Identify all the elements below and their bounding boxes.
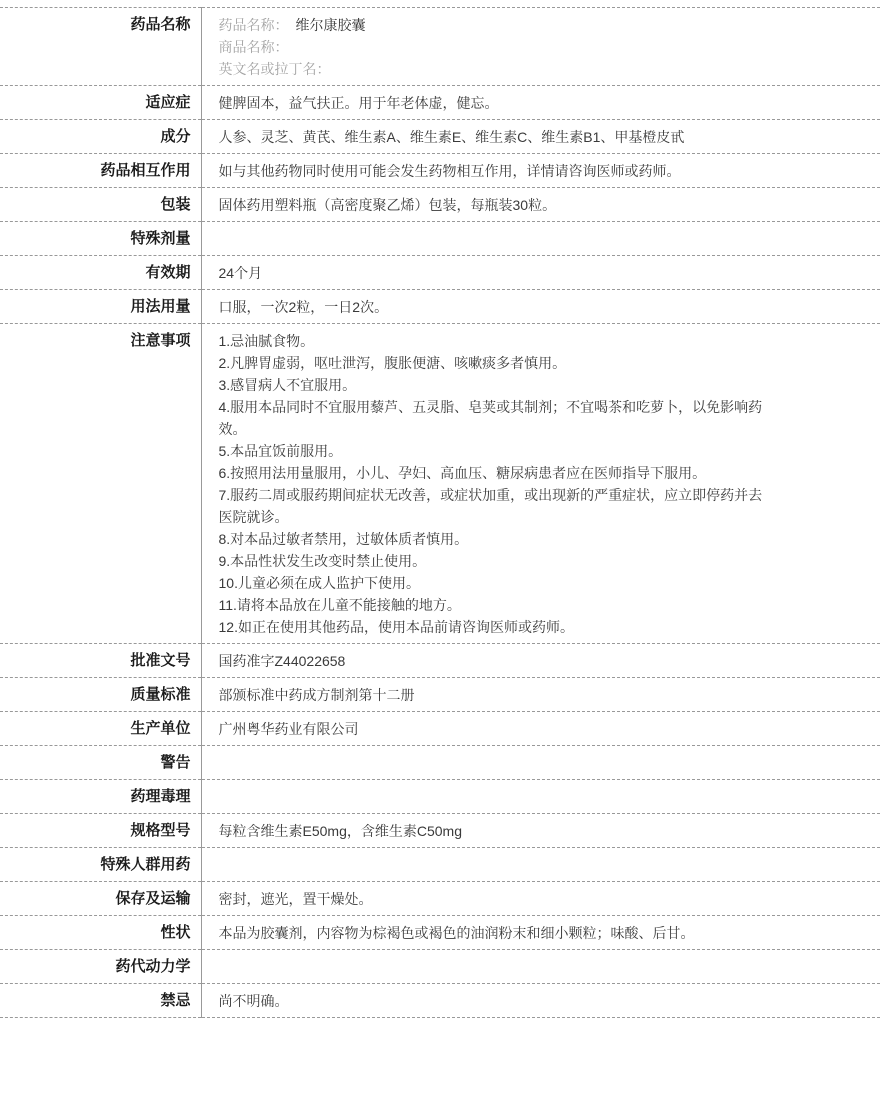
drug-name-sub-line: [219, 36, 871, 58]
field-label: 适应症: [0, 86, 201, 120]
field-label: 包装: [0, 188, 201, 222]
table-row: [0, 746, 880, 780]
field-label: 用法用量: [0, 290, 201, 324]
field-value: [201, 324, 880, 644]
table-row: [0, 678, 880, 712]
field-value: 国药准字Z44022658: [218, 653, 346, 669]
table-row: [0, 950, 880, 984]
field-label: 注意事项: [0, 324, 201, 644]
precaution-item: 10.儿童必须在成人监护下使用。: [218, 575, 420, 591]
table-row: [0, 984, 880, 1018]
table-row: [0, 256, 880, 290]
field-value: [201, 950, 880, 984]
field-value: 每粒含维生素E50mg，含维生素C50mg: [218, 823, 462, 839]
table-row-drug-name: [0, 8, 880, 86]
field-label: 批准文号: [0, 644, 201, 678]
drug-name-sub-line: [219, 58, 871, 80]
field-label: 药品相互作用: [0, 154, 201, 188]
field-label: 特殊人群用药: [0, 848, 201, 882]
field-value: 健脾固本，益气扶正。用于年老体虚，健忘。: [218, 95, 499, 111]
precaution-item: 4.服用本品同时不宜服用藜芦、五灵脂、皂荚或其制剂；不宜喝茶和吃萝卜，以免影响药效。: [218, 399, 763, 437]
field-value: 24个月: [218, 265, 263, 281]
field-value: [201, 222, 880, 256]
field-value: 广州粤华药业有限公司: [218, 721, 359, 737]
field-label: 生产单位: [0, 712, 201, 746]
field-label: 成分: [0, 120, 201, 154]
table-row: [0, 120, 880, 154]
field-value: 尚不明确。: [218, 993, 289, 1009]
table-row: [0, 780, 880, 814]
field-value: [201, 848, 880, 882]
field-value: 本品为胶囊剂，内容物为棕褐色或褐色的油润粉末和细小颗粒；味酸、后甘。: [218, 925, 695, 941]
sub-field-value: 维尔康胶囊: [295, 17, 366, 33]
sub-field-label: 英文名或拉丁名：: [218, 61, 331, 77]
table-row: [0, 882, 880, 916]
precaution-item: 8.对本品过敏者禁用，过敏体质者慎用。: [218, 531, 469, 547]
table-row: [0, 644, 880, 678]
precaution-item: 11.请将本品放在儿童不能接触的地方。: [218, 597, 461, 613]
precaution-item: 3.感冒病人不宜服用。: [218, 377, 357, 393]
table-row: [0, 154, 880, 188]
field-label: 药代动力学: [0, 950, 201, 984]
field-label: 特殊剂量: [0, 222, 201, 256]
field-label: 规格型号: [0, 814, 201, 848]
precaution-item: 7.服药二周或服药期间症状无改善，或症状加重，或出现新的严重症状，应立即停药并去医院就诊。: [218, 487, 763, 525]
sub-field-label: 商品名称：: [218, 39, 289, 55]
precautions-list: [219, 330, 771, 638]
field-label: 质量标准: [0, 678, 201, 712]
sub-field-label: 药品名称：: [218, 17, 289, 33]
precaution-item: 5.本品宜饭前服用。: [218, 443, 343, 459]
table-row: [0, 814, 880, 848]
field-label-drug-name: 药品名称: [0, 8, 201, 86]
field-label: 药理毒理: [0, 780, 201, 814]
field-value: 如与其他药物同时使用可能会发生药物相互作用，详情请咨询医师或药师。: [218, 163, 681, 179]
field-label: 有效期: [0, 256, 201, 290]
field-value: [201, 746, 880, 780]
drug-name-sub-line: [219, 14, 871, 36]
field-value: 口服，一次2粒，一日2次。: [218, 299, 389, 315]
precaution-item: 2.凡脾胃虚弱，呕吐泄泻，腹胀便溏、咳嗽痰多者慎用。: [218, 355, 567, 371]
field-label: 性状: [0, 916, 201, 950]
drug-info-table-body: [0, 8, 880, 1018]
field-label: 警告: [0, 746, 201, 780]
table-row: [0, 916, 880, 950]
field-value: 固体药用塑料瓶（高密度聚乙烯）包装，每瓶装30粒。: [218, 197, 557, 213]
table-row: [0, 324, 880, 644]
precaution-item: 1.忌油腻食物。: [218, 333, 315, 349]
table-row: [0, 222, 880, 256]
field-label: 禁忌: [0, 984, 201, 1018]
field-label: 保存及运输: [0, 882, 201, 916]
field-value: 人参、灵芝、黄芪、维生素A、维生素E、维生素C、维生素B1、甲基橙皮甙: [218, 129, 685, 145]
precaution-item: 12.如正在使用其他药品，使用本品前请咨询医师或药师。: [218, 619, 574, 635]
field-value: 密封，遮光，置干燥处。: [218, 891, 373, 907]
field-value: 部颁标准中药成方制剂第十二册: [218, 687, 415, 703]
table-row: [0, 188, 880, 222]
field-value: [201, 780, 880, 814]
drug-info-table: [0, 7, 880, 1018]
table-row: [0, 848, 880, 882]
table-row: [0, 290, 880, 324]
precaution-item: 6.按照用法用量服用，小儿、孕妇、高血压、糖尿病患者应在医师指导下服用。: [218, 465, 707, 481]
precaution-item: 9.本品性状发生改变时禁止使用。: [218, 553, 427, 569]
table-row: [0, 712, 880, 746]
field-value-drug-name: [201, 8, 880, 86]
table-row: [0, 86, 880, 120]
